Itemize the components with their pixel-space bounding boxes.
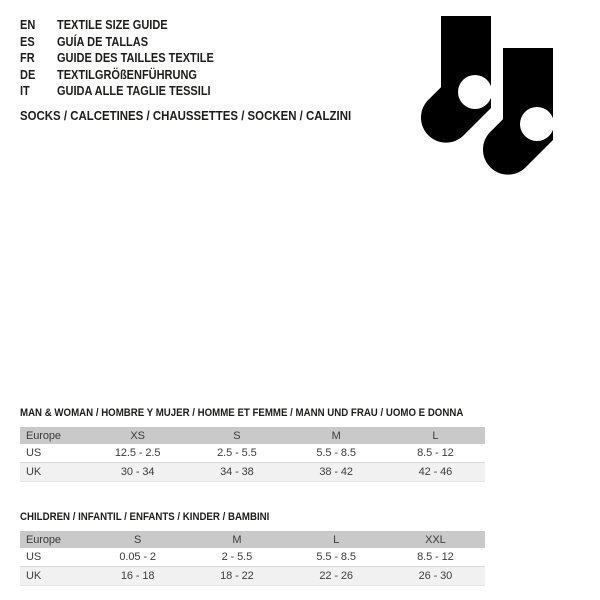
table-title-adults: MAN & WOMAN / HOMBRE Y MUJER / HOMME ET FEMME / MANN UND FRAU / UOMO E DONNA [20, 407, 464, 419]
column-header-size: L [386, 427, 485, 444]
language-row-de [20, 67, 235, 84]
language-list [20, 17, 235, 100]
size-cell: 12.5 - 2.5 [114, 447, 161, 459]
table-row-us [20, 444, 485, 463]
size-cell: 5.5 - 8.5 [316, 551, 356, 563]
language-label: GUIDA ALLE TAGLIE TESSILI [57, 84, 211, 98]
size-cell: 34 - 38 [220, 466, 254, 478]
row-label: UK [26, 570, 42, 582]
size-table-adults-section [20, 407, 485, 482]
language-row-es [20, 34, 235, 51]
table-title-children: CHILDREN / INFANTIL / ENFANTS / KINDER / BAMBINI [20, 511, 270, 523]
row-label: US [26, 551, 42, 563]
row-label: UK [26, 466, 42, 478]
size-table-adults [20, 427, 485, 482]
size-cell: 16 - 18 [120, 570, 155, 582]
size-table-children [20, 531, 485, 586]
language-row-it [20, 83, 235, 100]
row-label: US [26, 447, 42, 459]
table-row-uk [20, 567, 485, 586]
language-row-en [20, 17, 235, 34]
column-header-size: XXL [386, 531, 485, 548]
language-label: TEXTILE SIZE GUIDE [57, 18, 168, 32]
size-cell: 0.05 - 2 [119, 551, 156, 563]
socks-icon [405, 14, 560, 176]
column-header-size: S [187, 427, 286, 444]
column-header-size: M [187, 531, 286, 548]
language-code: EN [20, 18, 36, 32]
size-cell: 2 - 5.5 [221, 551, 253, 563]
category-heading: SOCKS / CALCETINES / CHAUSSETTES / SOCKEN / CALZINI [20, 108, 352, 123]
language-label: GUÍA DE TALLAS [57, 34, 149, 49]
column-header-size: S [88, 531, 187, 548]
size-cell: 38 - 42 [319, 466, 353, 478]
column-header-region: Europe [20, 531, 88, 548]
language-code: DE [20, 67, 36, 82]
column-header-size: L [287, 531, 386, 548]
size-cell: 26 - 30 [418, 570, 453, 582]
size-cell: 42 - 46 [418, 466, 453, 478]
size-cell: 2.5 - 5.5 [217, 447, 257, 459]
language-code: IT [20, 84, 30, 98]
size-cell: 18 - 22 [220, 570, 254, 582]
size-cell: 22 - 26 [319, 570, 353, 582]
language-code: FR [20, 51, 35, 65]
size-cell: 30 - 34 [120, 466, 155, 478]
language-code: ES [20, 34, 35, 49]
size-cell: 8.5 - 12 [417, 447, 454, 459]
language-label: GUIDE DES TAILLES TEXTILE [57, 51, 214, 65]
language-label: TEXTILGRÖßENFÜHRUNG [57, 67, 197, 82]
column-header-region: Europe [20, 427, 88, 444]
language-row-fr [20, 50, 235, 67]
size-cell: 8.5 - 12 [417, 551, 454, 563]
table-header-row [20, 531, 485, 548]
table-header-row [20, 427, 485, 444]
size-table-children-section [20, 511, 485, 586]
column-header-size: M [287, 427, 386, 444]
column-header-size: XS [88, 427, 187, 444]
size-cell: 5.5 - 8.5 [316, 447, 356, 459]
table-row-us [20, 548, 485, 567]
table-row-uk [20, 463, 485, 482]
